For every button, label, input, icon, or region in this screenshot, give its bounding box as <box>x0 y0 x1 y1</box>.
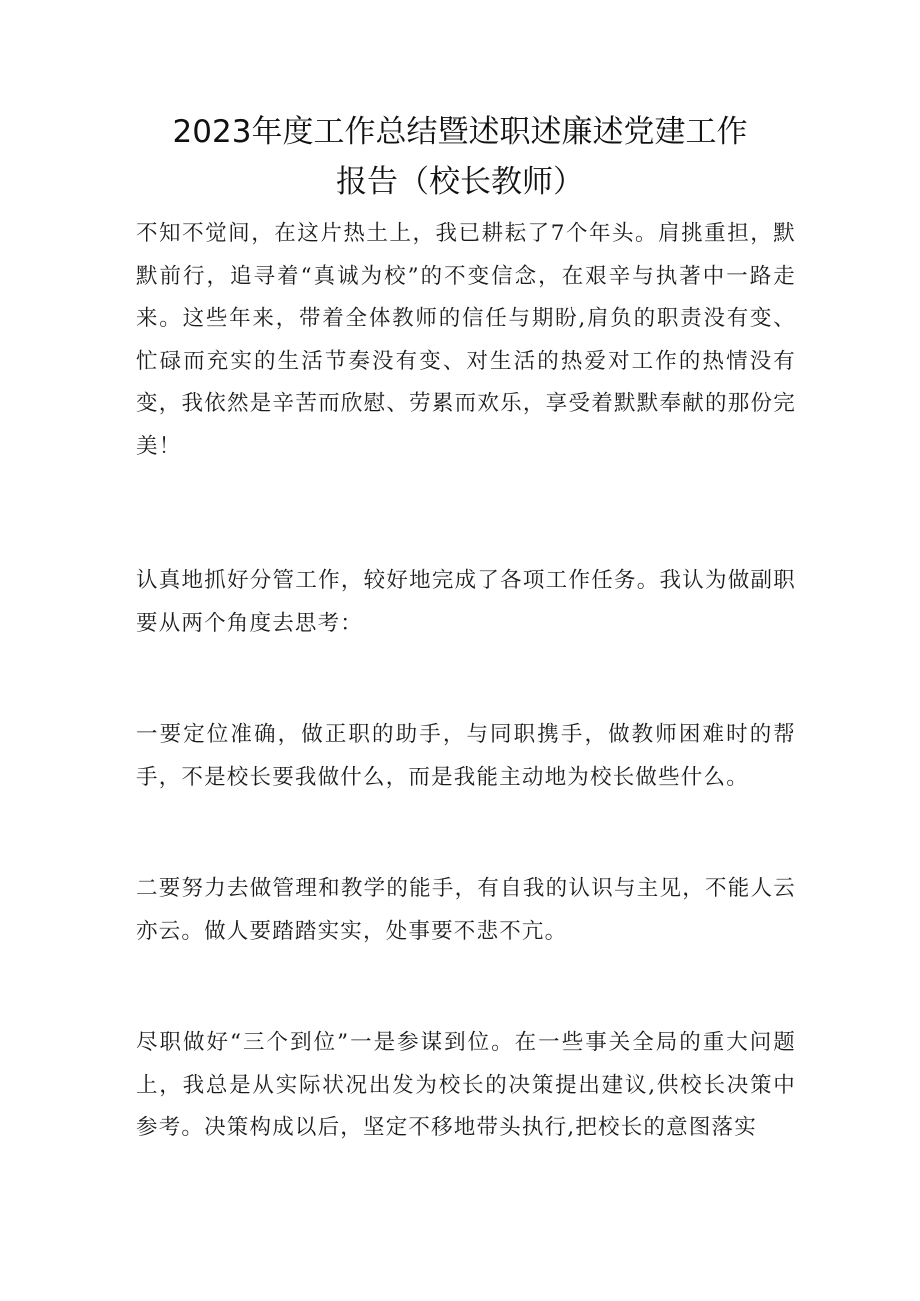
paragraph-3: 一要定位准确，做正职的助手，与同职携手，做教师困难时的帮手，不是校长要我做什么，而是我能主动地为校长做些什么。 <box>136 722 796 790</box>
paragraph-2: 认真地抓好分管工作，较好地完成了各项工作任务。我认为做副职要从两个角度去思考： <box>136 568 796 636</box>
document-title-line-1: 2023年度工作总结暨述职述廉述党建工作 <box>172 114 748 150</box>
paragraph-1: 不知不觉间，在这片热土上，我已耕耘了7个年头。肩挑重担，默默前行，追寻着“真诚为校”的不变信念，在艰辛与执著中一路走来。这些年来，带着全体教师的信任与期盼,肩负的职责没有变、忙碌而充实的生活节奏没有变、对生活的热爱对工作的热情没有变，我依然是辛苦而欣慰、劳累而欢乐，享受着默默奉献的那份完美！ <box>136 221 796 459</box>
document-title-line-2: 报告（校长教师） <box>336 164 584 200</box>
paragraph-4: 二要努力去做管理和教学的能手，有自我的认识与主见，不能人云亦云。做人要踏踏实实，处事要不悲不亢。 <box>136 876 796 944</box>
paragraph-5: 尽职做好“三个到位”一是参谋到位。在一些事关全局的重大问题上，我总是从实际状况出发为校长的决策提出建议,供校长决策中参考。决策构成以后，坚定不移地带头执行,把校长的意图落实 <box>136 1030 796 1140</box>
